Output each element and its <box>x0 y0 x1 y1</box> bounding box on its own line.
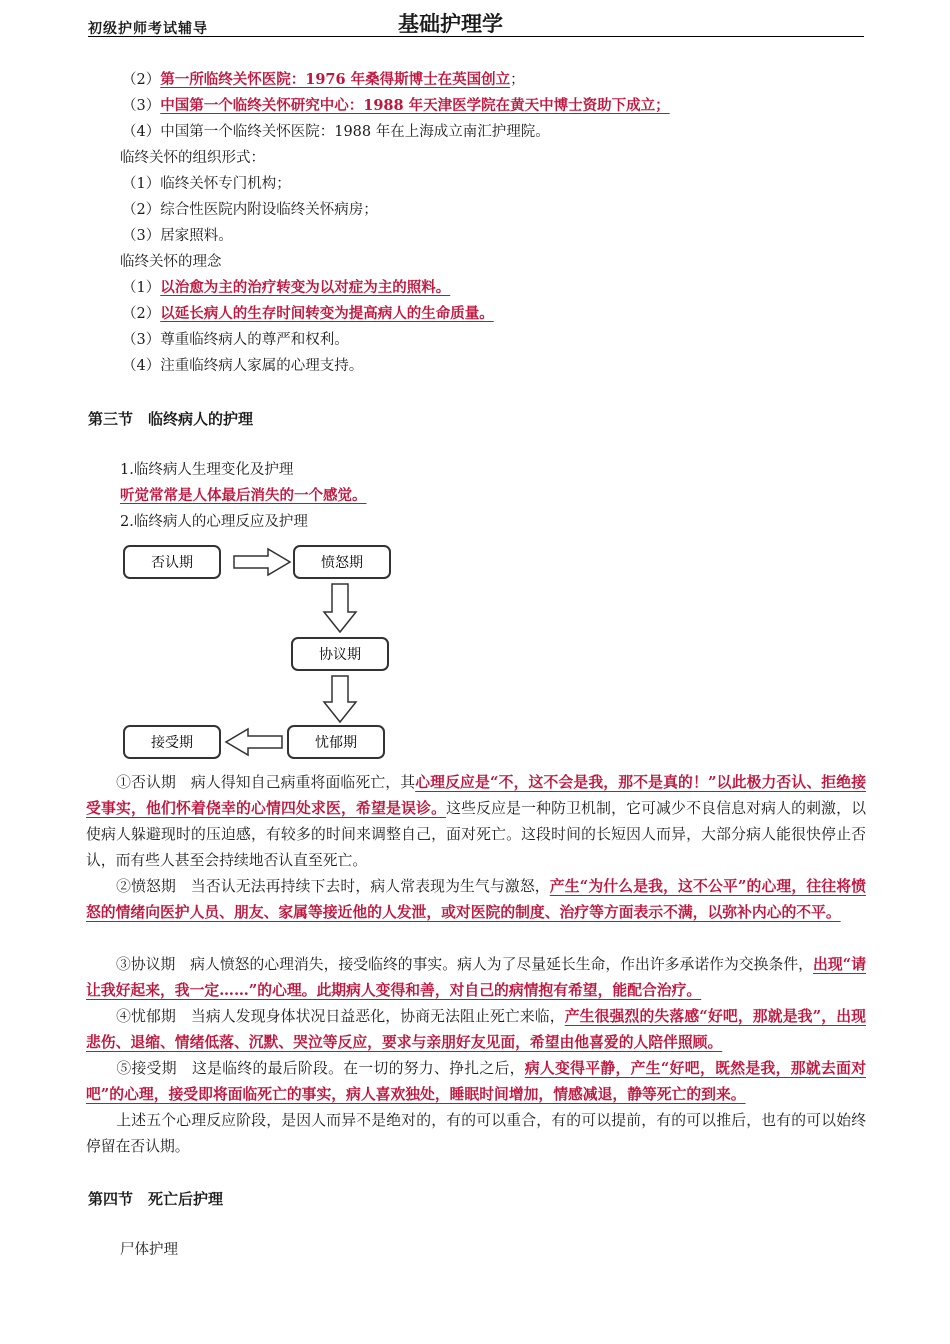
subheading-physiology: 1.临终病人生理变化及护理 <box>120 462 294 478</box>
stage-box-bargaining <box>292 638 388 670</box>
arrow-down-icon <box>324 676 356 722</box>
para-text: ④忧郁期 当病人发现身体状况日益恶化，协商无法阻止死亡来临， <box>116 1008 565 1025</box>
concept-highlight: 以治愈为主的治疗转变为以对症为主的照料。 <box>160 279 451 296</box>
para-text: ①否认期 病人得知自己病重将面临死亡，其 <box>116 774 416 791</box>
concept-item <box>122 330 349 350</box>
concept-prefix: （3） <box>122 332 161 348</box>
history-prefix: （2） <box>122 72 161 88</box>
header-title: 基础护理学 <box>398 12 503 36</box>
paragraph-acceptance <box>86 1056 866 1108</box>
concept-item <box>122 278 450 298</box>
history-suffix: ； <box>510 72 525 88</box>
stage-box-acceptance <box>124 726 220 758</box>
concept-text: 注重临终病人家属的心理支持。 <box>160 358 364 374</box>
stage-box-depression <box>288 726 384 758</box>
page-header <box>88 6 864 37</box>
para-highlight: 心理反应是“不，这不会是我，那不是真的！”以此极力否认、拒绝接受事实，他们怀着侥幸的心情四处求医，希望是误诊。 <box>86 774 866 817</box>
stage-label-depression: 忧郁期 <box>315 735 357 751</box>
para-text: ⑤接受期 这是临终的最后阶段。在一切的努力、挣扎之后， <box>116 1060 525 1077</box>
header-course-name: 初级护师考试辅导 <box>88 21 208 37</box>
stage-box-anger <box>294 546 390 578</box>
history-item-4 <box>122 122 550 142</box>
paragraph-bargaining <box>86 952 866 1004</box>
body-care-heading: 尸体护理 <box>120 1242 178 1258</box>
history-item-3 <box>122 96 670 116</box>
section-heading-4: 第四节 死亡后护理 <box>88 1190 224 1208</box>
history-highlight: 中国第一个临终关怀研究中心：1988 年天津医学院在黄天中博士资助下成立； <box>160 97 670 114</box>
subheading-psychology: 2.临终病人的心理反应及护理 <box>120 514 308 530</box>
stage-label-denial: 否认期 <box>151 555 193 571</box>
paragraph-denial <box>86 770 866 874</box>
concept-prefix: （4） <box>122 358 161 374</box>
paragraph-depression <box>86 1004 866 1056</box>
concept-text: 尊重临终病人的尊严和权利。 <box>160 332 349 348</box>
paragraph-summary <box>86 1108 866 1160</box>
para-text: ③协议期 病人愤怒的心理消失，接受临终的事实。病人为了尽量延长生命，作出许多承诺作为交换条件， <box>116 956 813 973</box>
para-highlight: 产生“为什么是我，这不公平”的心理，往往将愤怒的情绪向医护人员、朋友、家属等接近他的人发泄，或对医院的制度、治疗等方面表示不满，以弥补内心的不平。 <box>86 878 866 921</box>
stage-box-denial <box>124 546 220 578</box>
history-item-2 <box>122 70 525 90</box>
stage-label-bargaining: 协议期 <box>319 647 361 663</box>
concept-highlight: 以延长病人的生存时间转变为提高病人的生命质量。 <box>160 305 494 322</box>
history-text: 中国第一个临终关怀医院：1988 年在上海成立南汇护理院。 <box>160 124 550 140</box>
para-text: 这些反应是一种防卫机制，它可减少不良信息对病人的刺激，以使病人躲避现时的压迫感，有较多的时间来调整自己，面对死亡。这段时间的长短因人而异，大部分病人能很快停止否认，而有些人甚至会持续地否认直至死亡。 <box>86 800 866 869</box>
history-highlight: 第一所临终关怀医院：1976 年桑得斯博士在英国创立 <box>160 71 511 88</box>
para-text: ②愤怒期 当否认无法再持续下去时，病人常表现为生气与激怒， <box>116 878 550 895</box>
psychology-stage-diagram <box>118 540 418 760</box>
concept-item <box>122 304 494 324</box>
org-title: 临终关怀的组织形式： <box>120 150 265 166</box>
concept-item <box>122 356 363 376</box>
concept-prefix: （1） <box>122 280 161 296</box>
stage-label-anger: 愤怒期 <box>321 555 363 571</box>
org-item: （2）综合性医院内附设临终关怀病房； <box>122 202 378 218</box>
paragraph-anger <box>86 874 866 926</box>
arrow-left-icon <box>226 729 282 755</box>
para-highlight: 病人变得平静，产生“好吧，既然是我，那就去面对吧”的心理，接受即将面临死亡的事实，病人喜欢独处，睡眠时间增加，情感减退，静等死亡的到来。 <box>86 1060 866 1103</box>
section-heading-3: 第三节 临终病人的护理 <box>88 410 254 428</box>
history-prefix: （4） <box>122 124 161 140</box>
para-text: 上述五个心理反应阶段，是因人而异不是绝对的，有的可以重合，有的可以提前，有的可以推后，也有的可以始终停留在否认期。 <box>86 1112 866 1155</box>
hearing-highlight: 听觉常常是人体最后消失的一个感觉。 <box>120 487 367 504</box>
concept-prefix: （2） <box>122 306 161 322</box>
concept-title: 临终关怀的理念 <box>120 254 222 270</box>
hearing-note <box>120 486 367 506</box>
arrow-right-icon <box>234 549 290 575</box>
stage-label-acceptance: 接受期 <box>151 735 193 751</box>
org-item: （3）居家照料。 <box>122 228 233 244</box>
para-highlight: 产生很强烈的失落感“好吧，那就是我”，出现悲伤、退缩、情绪低落、沉默、哭泣等反应，要求与亲朋好友见面，希望由他喜爱的人陪伴照顾。 <box>86 1008 866 1051</box>
org-item: （1）临终关怀专门机构； <box>122 176 291 192</box>
history-prefix: （3） <box>122 98 161 114</box>
para-highlight: 出现“请让我好起来，我一定……”的心理。此期病人变得和善，对自己的病情抱有希望，能配合治疗。 <box>86 956 866 999</box>
arrow-down-icon <box>324 584 356 632</box>
